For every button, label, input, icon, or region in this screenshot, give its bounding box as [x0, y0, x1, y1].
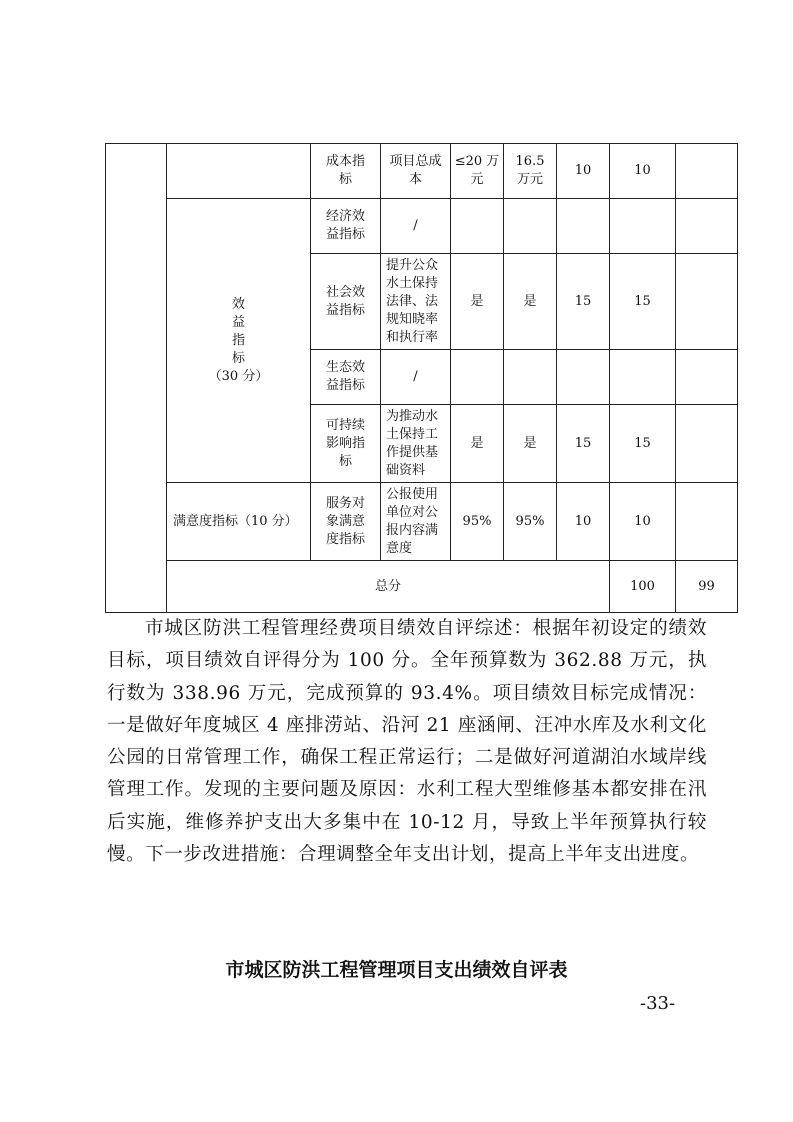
- table-row-total: [106, 561, 738, 613]
- remark-cell: [676, 144, 738, 199]
- remark-cell: [676, 199, 738, 254]
- total-label: 总分: [167, 561, 610, 613]
- satisfaction-label: 满意度指标（10 分）: [167, 483, 311, 561]
- indicator-cell: 经济效 益指标: [311, 199, 381, 254]
- score-cell: [610, 350, 676, 405]
- weight-cell: [557, 350, 610, 405]
- actual-cell: 是: [504, 405, 557, 483]
- target-cell: [451, 350, 504, 405]
- score-cell: 10: [610, 144, 676, 199]
- benefit-group-label: 效 益 指 标 （30 分）: [167, 199, 311, 483]
- total-weight-cell: 100: [610, 561, 676, 613]
- actual-cell: 是: [504, 254, 557, 350]
- actual-cell: 95%: [504, 483, 557, 561]
- indicator-cell: 生态效 益指标: [311, 350, 381, 405]
- actual-cell: 16.5 万元: [504, 144, 557, 199]
- weight-cell: [557, 199, 610, 254]
- page-number: -33-: [640, 993, 676, 1014]
- weight-cell: 10: [557, 483, 610, 561]
- indicator-cell: 社会效 益指标: [311, 254, 381, 350]
- weight-cell: 15: [557, 405, 610, 483]
- score-cell: 15: [610, 405, 676, 483]
- table-row: [106, 483, 738, 561]
- weight-cell: 10: [557, 144, 610, 199]
- item-cell: /: [381, 199, 451, 254]
- item-cell: /: [381, 350, 451, 405]
- remark-cell: [676, 483, 738, 561]
- item-cell: 提升公众 水土保持 法律、法 规知晓率 和执行率: [381, 254, 451, 350]
- weight-cell: 15: [557, 254, 610, 350]
- target-cell: 95%: [451, 483, 504, 561]
- remark-cell: [676, 254, 738, 350]
- remark-cell: [676, 405, 738, 483]
- item-cell: 为推动水 土保持工 作提供基 础资料: [381, 405, 451, 483]
- remark-cell: [676, 350, 738, 405]
- target-cell: [451, 199, 504, 254]
- performance-table: [105, 143, 738, 613]
- table-row: [106, 199, 738, 254]
- total-score-cell: 99: [676, 561, 738, 613]
- summary-paragraph: 市城区防洪工程管理经费项目绩效自评综述：根据年初设定的绩效目标，项目绩效自评得分为 100 分。全年预算数为 362.88 万元，执行数为 338.96 万元，完成预算的 93.4%。项目绩效目标完成情况：一是做好年度城区 4 座排涝站、沿河 21 座涵闸、汪冲水库及水利文化公园的日常管理工作，确保工程正常运行；二是做好河道湖泊水域岸线管理工作。发现的主要问题及原因：水利工程大型维修基本都安排在汛后实施，维修养护支出大多集中在 10-12 月，导致上半年预算执行较慢。下一步改进措施：合理调整全年支出计划，提高上半年支出进度。: [107, 618, 707, 866]
- subcategory-cell: [167, 144, 311, 199]
- target-cell: 是: [451, 405, 504, 483]
- table-row: [106, 144, 738, 199]
- item-cell: 公报使用 单位对公 报内容满 意度: [381, 483, 451, 561]
- next-table-title: 市城区防洪工程管理项目支出绩效自评表: [225, 959, 568, 981]
- actual-cell: [504, 350, 557, 405]
- actual-cell: [504, 199, 557, 254]
- item-cell: 项目总成 本: [381, 144, 451, 199]
- target-cell: 是: [451, 254, 504, 350]
- score-cell: 15: [610, 254, 676, 350]
- score-cell: [610, 199, 676, 254]
- indicator-cell: 可持续 影响指 标: [311, 405, 381, 483]
- indicator-cell: 服务对 象满意 度指标: [311, 483, 381, 561]
- target-cell: ≤20 万 元: [451, 144, 504, 199]
- category-cell: [106, 144, 167, 613]
- score-cell: 10: [610, 483, 676, 561]
- indicator-cell: 成本指 标: [311, 144, 381, 199]
